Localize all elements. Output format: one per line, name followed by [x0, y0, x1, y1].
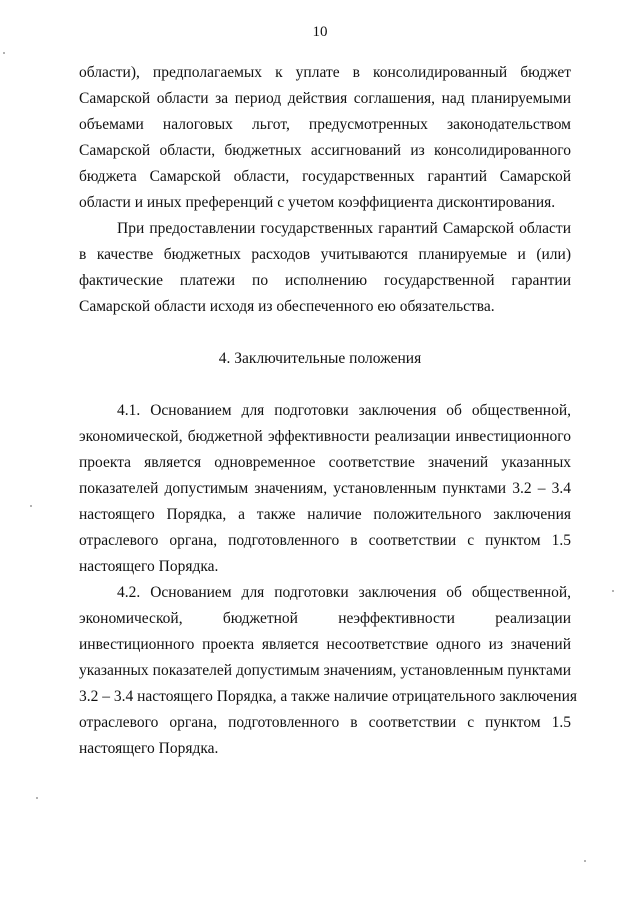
- paragraph-line: отраслевого органа, подготовленного в соответствии с пунктом 1.5: [79, 714, 571, 731]
- paragraph-line: области), предполагаемых к уплате в консолидированный бюджет: [79, 64, 571, 81]
- paragraph-line: объемами налоговых льгот, предусмотренных законодательством: [79, 116, 571, 133]
- scan-speck: [584, 860, 586, 862]
- paragraph-line: При предоставлении государственных гарантий Самарской области: [117, 220, 571, 237]
- paragraph-line: настоящего Порядка.: [79, 740, 219, 757]
- scan-speck: [3, 52, 5, 54]
- scan-speck: [30, 505, 32, 507]
- paragraph-line: в качестве бюджетных расходов учитываются планируемые и (или): [79, 246, 571, 263]
- paragraph-line: 4.2. Основанием для подготовки заключения об общественной,: [117, 584, 571, 601]
- paragraph-line: области и иных преференций с учетом коэффициента дисконтирования.: [79, 194, 556, 211]
- paragraph-line: Самарской области за период действия соглашения, над планируемыми: [79, 90, 571, 107]
- paragraph-line: настоящего Порядка.: [79, 558, 219, 575]
- paragraph-line: бюджета Самарской области, государственных гарантий Самарской: [79, 168, 571, 185]
- paragraph-line: Самарской области исходя из обеспеченного ею обязательства.: [79, 298, 495, 315]
- paragraph-line: экономической, бюджетной неэффективности реализации: [79, 610, 571, 627]
- paragraph-line: фактические платежи по исполнению государственной гарантии: [79, 272, 571, 289]
- paragraph-line: 4.1. Основанием для подготовки заключения об общественной,: [117, 402, 571, 419]
- scan-speck: [612, 590, 614, 592]
- paragraph-line: настоящего Порядка, а также наличие положительного заключения: [79, 506, 571, 523]
- paragraph-line: проекта является одновременное соответствие значений указанных: [79, 454, 571, 471]
- paragraph-line: 3.2 – 3.4 настоящего Порядка, а также наличие отрицательного заключения: [79, 688, 578, 705]
- paragraph-line: указанных показателей допустимым значениям, установленным пунктами: [79, 662, 571, 679]
- paragraph-line: экономической, бюджетной эффективности реализации инвестиционного: [79, 428, 571, 445]
- scan-speck: [36, 797, 38, 799]
- section-heading: 4. Заключительные положения: [218, 350, 422, 367]
- paragraph-line: отраслевого органа, подготовленного в соответствии с пунктом 1.5: [79, 532, 571, 549]
- paragraph-line: Самарской области, бюджетных ассигнований из консолидированного: [79, 142, 571, 159]
- page-number: 10: [312, 24, 328, 40]
- paragraph-line: показателей допустимым значениям, установленным пунктами 3.2 – 3.4: [79, 480, 571, 497]
- paragraph-line: инвестиционного проекта является несоответствие одного из значений: [79, 636, 571, 653]
